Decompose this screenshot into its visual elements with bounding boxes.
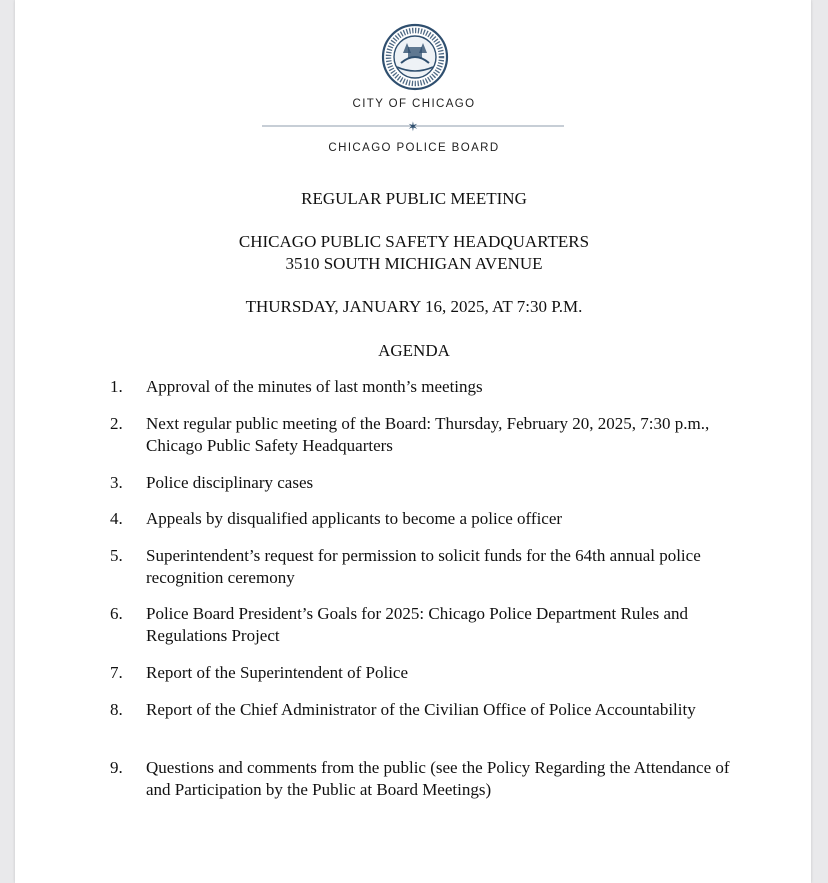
agenda-item-number: 1. (110, 377, 123, 396)
agenda-item-text: Report of the Superintendent of Police (146, 663, 409, 682)
agenda-item-text: Appeals by disqualified applicants to become a police officer (146, 509, 563, 528)
meeting-type: REGULAR PUBLIC MEETING (301, 189, 527, 208)
agenda-item-number: 5. (110, 546, 123, 565)
agenda-item-text: Superintendent’s request for permission to solicit funds for the 64th annual police recognition ceremony (146, 546, 701, 587)
city-seal-icon (381, 23, 449, 91)
agenda-item-number: 3. (110, 473, 123, 492)
agenda-item-text: Report of the Chief Administrator of the Civilian Office of Police Accountability (146, 700, 696, 719)
agenda-item-number: 7. (110, 663, 123, 682)
agenda-item-text: Approval of the minutes of last month’s meetings (146, 377, 483, 396)
agenda-item-number: 4. (110, 509, 123, 528)
location-line-2: 3510 SOUTH MICHIGAN AVENUE (285, 254, 543, 273)
agenda-item-text: Next regular public meeting of the Board: Thursday, February 20, 2025, 7:30 p.m., Chicago Public Safety Headquarters (146, 414, 710, 455)
agenda-item-number: 2. (110, 414, 123, 433)
letterhead-board: CHICAGO POLICE BOARD (328, 142, 500, 154)
agenda-item-number: 8. (110, 700, 123, 719)
agenda-title: AGENDA (378, 341, 450, 360)
agenda-item-number: 9. (110, 758, 123, 777)
agenda-item-number: 6. (110, 604, 123, 623)
meeting-datetime: THURSDAY, JANUARY 16, 2025, AT 7:30 P.M. (245, 297, 583, 316)
letterhead-city: CITY OF CHICAGO (352, 98, 476, 110)
agenda-item-text: Questions and comments from the public (see the Policy Regarding the Attendance of and Participation by the Public at Board Meetings) (146, 758, 730, 799)
svg-text:✶: ✶ (407, 120, 419, 133)
letterhead-divider (262, 119, 564, 133)
agenda-item-text: Police Board President’s Goals for 2025: Chicago Police Department Rules and Regulations Project (146, 604, 689, 645)
agenda-item-text: Police disciplinary cases (146, 473, 314, 492)
location-line-1: CHICAGO PUBLIC SAFETY HEADQUARTERS (238, 232, 590, 251)
